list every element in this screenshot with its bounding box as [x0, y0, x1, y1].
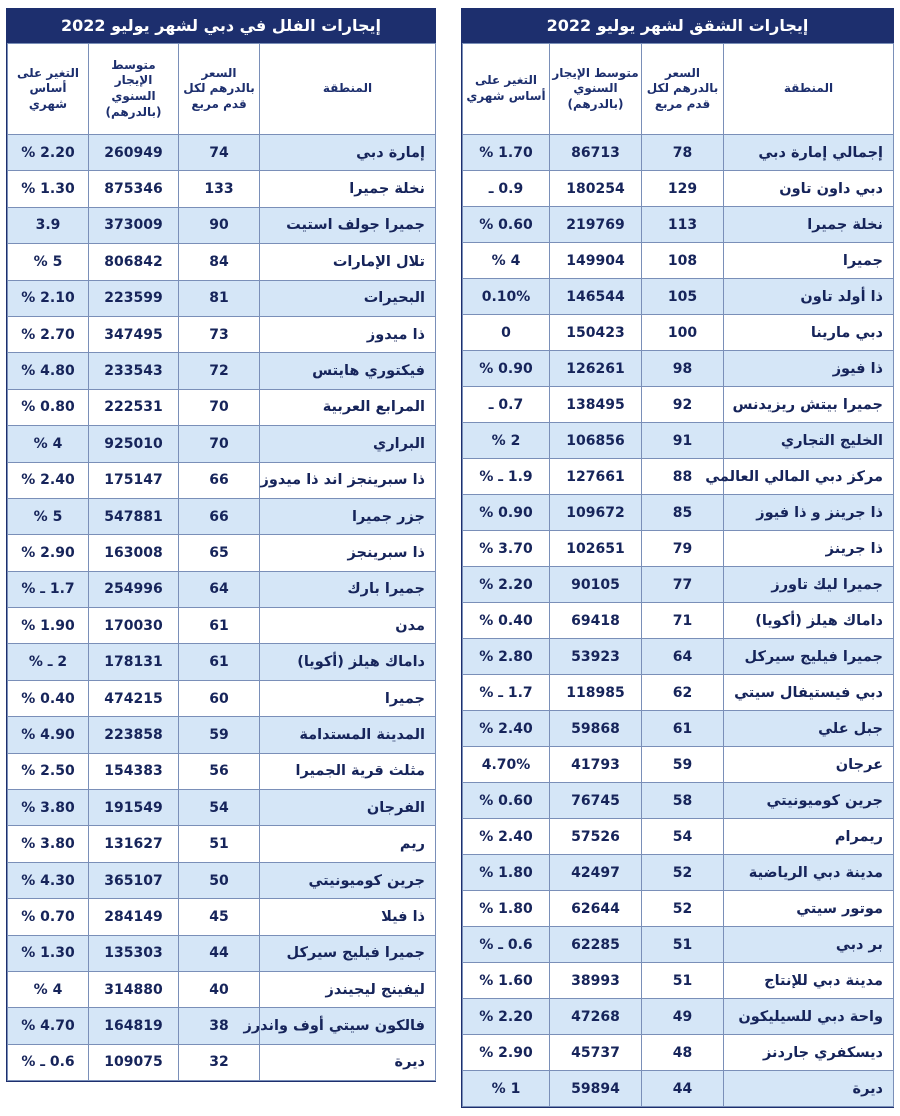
annual-rent-cell: 284149 [89, 899, 179, 935]
price-per-sqft-cell: 61 [179, 644, 260, 680]
table-row [463, 1035, 894, 1071]
annual-rent-cell: 149904 [550, 243, 642, 279]
area-cell: ديرة [724, 1071, 894, 1107]
area-cell: ريم [260, 826, 436, 862]
header-price-per-sqft: السعر بالدرهم لكل قدم مربع [179, 44, 260, 135]
area-cell: المرابع العربية [260, 389, 436, 425]
monthly-change-cell: 0.90 % [463, 495, 550, 531]
table-row [463, 171, 894, 207]
table-row [463, 135, 894, 171]
area-cell: جبل علي [724, 711, 894, 747]
table-row [463, 927, 894, 963]
table-row [8, 826, 436, 862]
header-average-annual-rent: متوسط الإيجار السنوي (بالدرهم) [89, 44, 179, 135]
area-cell: جرين كوميونيتي [260, 862, 436, 898]
monthly-change-cell: 0.40 % [8, 680, 89, 716]
price-per-sqft-cell: 98 [642, 351, 724, 387]
price-per-sqft-cell: 44 [642, 1071, 724, 1107]
table-row [8, 644, 436, 680]
annual-rent-cell: 373009 [89, 207, 179, 243]
villas-title: إيجارات الفلل في دبي لشهر يوليو 2022 [7, 9, 435, 43]
area-cell: مثلث قرية الجميرا [260, 753, 436, 789]
apartments-table [462, 43, 894, 1107]
monthly-change-cell: 2 % [463, 423, 550, 459]
table-row [8, 135, 436, 171]
annual-rent-cell: 62285 [550, 927, 642, 963]
table-row [8, 608, 436, 644]
price-per-sqft-cell: 44 [179, 935, 260, 971]
monthly-change-cell: 2.80 % [463, 639, 550, 675]
annual-rent-cell: 118985 [550, 675, 642, 711]
monthly-change-cell: 0.7 ـ [463, 387, 550, 423]
area-cell: فيكتوري هايتس [260, 353, 436, 389]
area-cell: ديرة [260, 1044, 436, 1080]
price-per-sqft-cell: 64 [642, 639, 724, 675]
area-cell: جميرا جولف استيت [260, 207, 436, 243]
monthly-change-cell: 5 % [8, 498, 89, 534]
table-row [463, 351, 894, 387]
annual-rent-cell: 223858 [89, 717, 179, 753]
monthly-change-cell: 0.6 ـ % [8, 1044, 89, 1080]
price-per-sqft-cell: 70 [179, 426, 260, 462]
annual-rent-cell: 365107 [89, 862, 179, 898]
table-row [8, 1044, 436, 1080]
area-cell: ديسكفري جاردنز [724, 1035, 894, 1071]
area-cell: دبي فيستيفال سيتي [724, 675, 894, 711]
monthly-change-cell: 0.90 % [463, 351, 550, 387]
price-per-sqft-cell: 79 [642, 531, 724, 567]
apartments-table-body [463, 135, 894, 1107]
monthly-change-cell: 4 % [8, 426, 89, 462]
price-per-sqft-cell: 58 [642, 783, 724, 819]
annual-rent-cell: 45737 [550, 1035, 642, 1071]
annual-rent-cell: 175147 [89, 462, 179, 498]
price-per-sqft-cell: 78 [642, 135, 724, 171]
annual-rent-cell: 347495 [89, 316, 179, 352]
price-per-sqft-cell: 105 [642, 279, 724, 315]
annual-rent-cell: 150423 [550, 315, 642, 351]
price-per-sqft-cell: 38 [179, 1008, 260, 1044]
price-per-sqft-cell: 77 [642, 567, 724, 603]
table-row [463, 639, 894, 675]
table-row [463, 279, 894, 315]
price-per-sqft-cell: 108 [642, 243, 724, 279]
area-cell: جميرا فيليج سيركل [724, 639, 894, 675]
price-per-sqft-cell: 74 [179, 135, 260, 171]
villas-table-body [8, 135, 436, 1081]
annual-rent-cell: 146544 [550, 279, 642, 315]
table-row [8, 1008, 436, 1044]
table-row [8, 498, 436, 534]
table-row [463, 567, 894, 603]
price-per-sqft-cell: 61 [179, 608, 260, 644]
area-cell: ذا جرينز [724, 531, 894, 567]
annual-rent-cell: 57526 [550, 819, 642, 855]
area-cell: ذا سبرينجز [260, 535, 436, 571]
monthly-change-cell: 4.70 % [8, 1008, 89, 1044]
annual-rent-cell: 260949 [89, 135, 179, 171]
monthly-change-cell: 2.90 % [463, 1035, 550, 1071]
area-cell: دبي داون تاون [724, 171, 894, 207]
area-cell: ذا أولد تاون [724, 279, 894, 315]
monthly-change-cell: 2.20 % [463, 567, 550, 603]
area-cell: المدينة المستدامة [260, 717, 436, 753]
area-cell: دبي مارينا [724, 315, 894, 351]
monthly-change-cell: 4.90 % [8, 717, 89, 753]
price-per-sqft-cell: 60 [179, 680, 260, 716]
price-per-sqft-cell: 52 [642, 855, 724, 891]
apartments-header-row [463, 44, 894, 135]
monthly-change-cell: 3.70 % [463, 531, 550, 567]
monthly-change-cell: 1.7 ـ % [8, 571, 89, 607]
area-cell: الفرجان [260, 790, 436, 826]
table-row [463, 1071, 894, 1107]
header-price-per-sqft: السعر بالدرهم لكل قدم مربع [642, 44, 724, 135]
area-cell: نخلة جميرا [724, 207, 894, 243]
price-per-sqft-cell: 51 [642, 963, 724, 999]
header-average-annual-rent: متوسط الإيجار السنوي (بالدرهم) [550, 44, 642, 135]
annual-rent-cell: 925010 [89, 426, 179, 462]
annual-rent-cell: 131627 [89, 826, 179, 862]
villas-header-row [8, 44, 436, 135]
area-cell: عرجان [724, 747, 894, 783]
price-per-sqft-cell: 61 [642, 711, 724, 747]
price-per-sqft-cell: 100 [642, 315, 724, 351]
table-row [463, 315, 894, 351]
area-cell: إمارة دبي [260, 135, 436, 171]
monthly-change-cell: 3.9 [8, 207, 89, 243]
price-per-sqft-cell: 32 [179, 1044, 260, 1080]
annual-rent-cell: 86713 [550, 135, 642, 171]
monthly-change-cell: 0.60 % [463, 207, 550, 243]
table-row [8, 753, 436, 789]
header-area: المنطقة [724, 44, 894, 135]
area-cell: جميرا ليك تاورز [724, 567, 894, 603]
monthly-change-cell: 0.60 % [463, 783, 550, 819]
annual-rent-cell: 109672 [550, 495, 642, 531]
price-per-sqft-cell: 54 [642, 819, 724, 855]
price-per-sqft-cell: 92 [642, 387, 724, 423]
price-per-sqft-cell: 85 [642, 495, 724, 531]
annual-rent-cell: 59868 [550, 711, 642, 747]
monthly-change-cell: 3.80 % [8, 826, 89, 862]
table-row [8, 971, 436, 1007]
table-row [463, 999, 894, 1035]
annual-rent-cell: 547881 [89, 498, 179, 534]
table-row [463, 855, 894, 891]
area-cell: داماك هيلز (أكويا) [724, 603, 894, 639]
table-row [463, 423, 894, 459]
annual-rent-cell: 53923 [550, 639, 642, 675]
annual-rent-cell: 135303 [89, 935, 179, 971]
monthly-change-cell: 1.70 % [463, 135, 550, 171]
price-per-sqft-cell: 56 [179, 753, 260, 789]
price-per-sqft-cell: 54 [179, 790, 260, 826]
table-row [8, 935, 436, 971]
annual-rent-cell: 127661 [550, 459, 642, 495]
monthly-change-cell: 2.20 % [463, 999, 550, 1035]
annual-rent-cell: 222531 [89, 389, 179, 425]
table-row [8, 171, 436, 207]
monthly-change-cell: 1.30 % [8, 171, 89, 207]
area-cell: داماك هيلز (أكويا) [260, 644, 436, 680]
price-per-sqft-cell: 84 [179, 244, 260, 280]
area-cell: ذا فيوز [724, 351, 894, 387]
price-per-sqft-cell: 113 [642, 207, 724, 243]
monthly-change-cell: 3.80 % [8, 790, 89, 826]
monthly-change-cell: 0.6 ـ % [463, 927, 550, 963]
annual-rent-cell: 164819 [89, 1008, 179, 1044]
monthly-change-cell: 4 % [463, 243, 550, 279]
price-per-sqft-cell: 59 [642, 747, 724, 783]
monthly-change-cell: 2.20 % [8, 135, 89, 171]
villas-table [7, 43, 436, 1081]
table-row [463, 243, 894, 279]
table-row [463, 387, 894, 423]
area-cell: مركز دبي المالي العالمي [724, 459, 894, 495]
annual-rent-cell: 180254 [550, 171, 642, 207]
area-cell: ليفينج ليجيندز [260, 971, 436, 1007]
monthly-change-cell: 1.9 ـ % [463, 459, 550, 495]
monthly-change-cell: 1.80 % [463, 855, 550, 891]
annual-rent-cell: 109075 [89, 1044, 179, 1080]
table-row [463, 819, 894, 855]
price-per-sqft-cell: 70 [179, 389, 260, 425]
price-per-sqft-cell: 88 [642, 459, 724, 495]
table-row [463, 495, 894, 531]
price-per-sqft-cell: 66 [179, 498, 260, 534]
table-row [8, 535, 436, 571]
table-row [463, 459, 894, 495]
area-cell: ريمرام [724, 819, 894, 855]
header-monthly-change: التغير على أساس شهري [8, 44, 89, 135]
annual-rent-cell: 42497 [550, 855, 642, 891]
annual-rent-cell: 314880 [89, 971, 179, 1007]
table-row [463, 531, 894, 567]
monthly-change-cell: 0.10% [463, 279, 550, 315]
area-cell: مدن [260, 608, 436, 644]
table-row [8, 280, 436, 316]
price-per-sqft-cell: 40 [179, 971, 260, 1007]
price-per-sqft-cell: 50 [179, 862, 260, 898]
table-row [463, 675, 894, 711]
villas-rent-panel [6, 8, 436, 1082]
table-row [8, 353, 436, 389]
price-per-sqft-cell: 51 [642, 927, 724, 963]
table-row [463, 783, 894, 819]
annual-rent-cell: 59894 [550, 1071, 642, 1107]
area-cell: جزر جميرا [260, 498, 436, 534]
monthly-change-cell: 4 % [8, 971, 89, 1007]
monthly-change-cell: 4.80 % [8, 353, 89, 389]
annual-rent-cell: 90105 [550, 567, 642, 603]
monthly-change-cell: 2.40 % [8, 462, 89, 498]
area-cell: مدينة دبي للإنتاج [724, 963, 894, 999]
price-per-sqft-cell: 91 [642, 423, 724, 459]
price-per-sqft-cell: 90 [179, 207, 260, 243]
annual-rent-cell: 69418 [550, 603, 642, 639]
apartments-rent-panel [461, 8, 894, 1108]
price-per-sqft-cell: 45 [179, 899, 260, 935]
area-cell: ذا فيلا [260, 899, 436, 935]
area-cell: الخليج التجاري [724, 423, 894, 459]
price-per-sqft-cell: 71 [642, 603, 724, 639]
price-per-sqft-cell: 62 [642, 675, 724, 711]
annual-rent-cell: 233543 [89, 353, 179, 389]
table-row [8, 862, 436, 898]
annual-rent-cell: 806842 [89, 244, 179, 280]
table-row [8, 426, 436, 462]
annual-rent-cell: 178131 [89, 644, 179, 680]
table-row [8, 571, 436, 607]
area-cell: جميرا [260, 680, 436, 716]
monthly-change-cell: 2.90 % [8, 535, 89, 571]
price-per-sqft-cell: 72 [179, 353, 260, 389]
annual-rent-cell: 102651 [550, 531, 642, 567]
area-cell: بر دبي [724, 927, 894, 963]
annual-rent-cell: 38993 [550, 963, 642, 999]
annual-rent-cell: 138495 [550, 387, 642, 423]
price-per-sqft-cell: 65 [179, 535, 260, 571]
area-cell: واحة دبي للسيليكون [724, 999, 894, 1035]
area-cell: موتور سيتي [724, 891, 894, 927]
table-row [463, 891, 894, 927]
area-cell: البراري [260, 426, 436, 462]
monthly-change-cell: 2.40 % [463, 819, 550, 855]
area-cell: البحيرات [260, 280, 436, 316]
table-row [8, 389, 436, 425]
area-cell: إجمالي إمارة دبي [724, 135, 894, 171]
price-per-sqft-cell: 129 [642, 171, 724, 207]
table-row [8, 899, 436, 935]
table-row [8, 244, 436, 280]
annual-rent-cell: 41793 [550, 747, 642, 783]
area-cell: ذا جرينز و ذا فيوز [724, 495, 894, 531]
annual-rent-cell: 254996 [89, 571, 179, 607]
table-row [8, 462, 436, 498]
monthly-change-cell: 2.50 % [8, 753, 89, 789]
annual-rent-cell: 875346 [89, 171, 179, 207]
monthly-change-cell: 1.30 % [8, 935, 89, 971]
table-row [8, 316, 436, 352]
annual-rent-cell: 154383 [89, 753, 179, 789]
table-row [463, 747, 894, 783]
area-cell: مدينة دبي الرياضية [724, 855, 894, 891]
monthly-change-cell: 1.80 % [463, 891, 550, 927]
annual-rent-cell: 219769 [550, 207, 642, 243]
price-per-sqft-cell: 59 [179, 717, 260, 753]
price-per-sqft-cell: 64 [179, 571, 260, 607]
monthly-change-cell: 1 % [463, 1071, 550, 1107]
monthly-change-cell: 0.9 ـ [463, 171, 550, 207]
monthly-change-cell: 0 [463, 315, 550, 351]
price-per-sqft-cell: 48 [642, 1035, 724, 1071]
annual-rent-cell: 474215 [89, 680, 179, 716]
table-row [8, 790, 436, 826]
table-row [8, 680, 436, 716]
price-per-sqft-cell: 49 [642, 999, 724, 1035]
annual-rent-cell: 163008 [89, 535, 179, 571]
monthly-change-cell: 2.70 % [8, 316, 89, 352]
monthly-change-cell: 2.10 % [8, 280, 89, 316]
price-per-sqft-cell: 73 [179, 316, 260, 352]
area-cell: جميرا بيتش ريزيدنس [724, 387, 894, 423]
table-row [8, 717, 436, 753]
area-cell: جميرا [724, 243, 894, 279]
monthly-change-cell: 1.90 % [8, 608, 89, 644]
area-cell: جرين كوميونيتي [724, 783, 894, 819]
table-row [463, 963, 894, 999]
price-per-sqft-cell: 52 [642, 891, 724, 927]
table-row [463, 711, 894, 747]
annual-rent-cell: 191549 [89, 790, 179, 826]
annual-rent-cell: 76745 [550, 783, 642, 819]
apartments-title: إيجارات الشقق لشهر يوليو 2022 [462, 9, 893, 43]
annual-rent-cell: 62644 [550, 891, 642, 927]
annual-rent-cell: 47268 [550, 999, 642, 1035]
header-monthly-change: التغير على أساس شهري [463, 44, 550, 135]
price-per-sqft-cell: 51 [179, 826, 260, 862]
annual-rent-cell: 126261 [550, 351, 642, 387]
monthly-change-cell: 1.7 ـ % [463, 675, 550, 711]
price-per-sqft-cell: 81 [179, 280, 260, 316]
area-cell: جميرا فيليج سيركل [260, 935, 436, 971]
table-row [8, 207, 436, 243]
area-cell: ذا ميدوز [260, 316, 436, 352]
monthly-change-cell: 4.30 % [8, 862, 89, 898]
monthly-change-cell: 0.40 % [463, 603, 550, 639]
monthly-change-cell: 0.70 % [8, 899, 89, 935]
monthly-change-cell: 5 % [8, 244, 89, 280]
area-cell: جميرا بارك [260, 571, 436, 607]
monthly-change-cell: 4.70% [463, 747, 550, 783]
monthly-change-cell: 2.40 % [463, 711, 550, 747]
annual-rent-cell: 170030 [89, 608, 179, 644]
table-row [463, 603, 894, 639]
area-cell: فالكون سيتي أوف واندرز [260, 1008, 436, 1044]
price-per-sqft-cell: 66 [179, 462, 260, 498]
monthly-change-cell: 0.80 % [8, 389, 89, 425]
monthly-change-cell: 1.60 % [463, 963, 550, 999]
monthly-change-cell: 2 ـ % [8, 644, 89, 680]
table-row [463, 207, 894, 243]
annual-rent-cell: 106856 [550, 423, 642, 459]
area-cell: نخلة جميرا [260, 171, 436, 207]
header-area: المنطقة [260, 44, 436, 135]
annual-rent-cell: 223599 [89, 280, 179, 316]
area-cell: ذا سبرينجز اند ذا ميدوز [260, 462, 436, 498]
area-cell: تلال الإمارات [260, 244, 436, 280]
price-per-sqft-cell: 133 [179, 171, 260, 207]
